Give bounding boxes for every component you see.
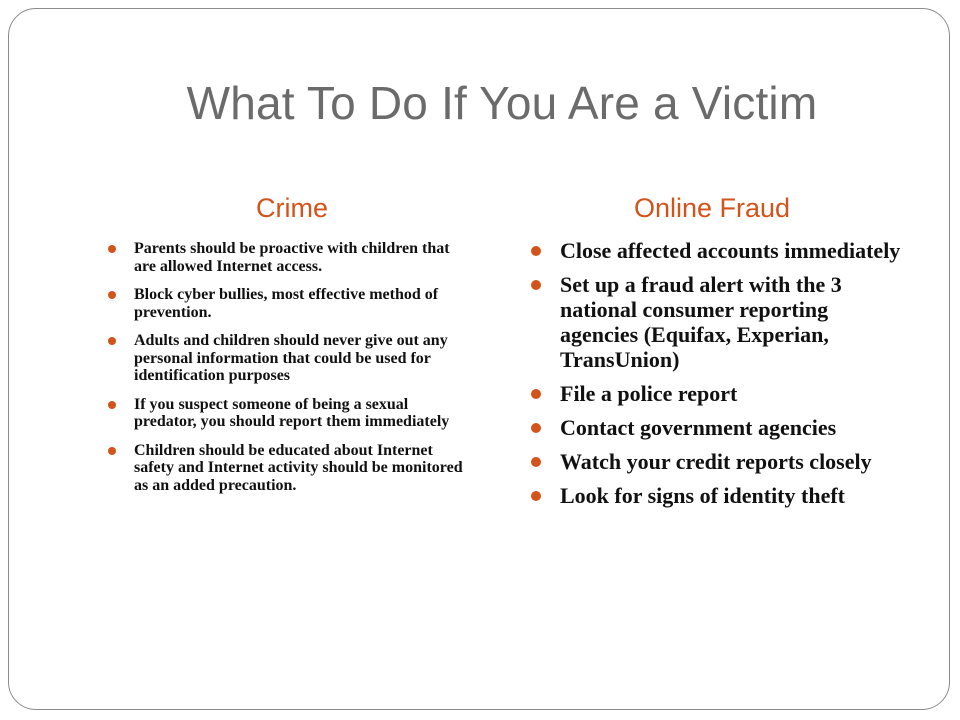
list-item-text: Set up a fraud alert with the 3 national consumer reporting agencies (Equifax, Experian, TransUnion) — [560, 272, 842, 372]
online-fraud-bullet-list — [528, 238, 908, 517]
list-item — [104, 332, 464, 385]
bullet-icon — [531, 280, 541, 290]
list-item-text: Close affected accounts immediately — [560, 238, 901, 263]
list-item-text: Children should be educated about Internet safety and Internet activity should be monitored as an added precaution. — [134, 441, 463, 494]
bullet-icon — [531, 491, 541, 501]
list-item — [528, 381, 908, 406]
list-item — [104, 286, 464, 321]
list-item-text: Parents should be proactive with children that are allowed Internet access. — [134, 240, 450, 275]
bullet-icon — [531, 457, 541, 467]
list-item — [528, 483, 908, 508]
list-item — [104, 396, 464, 431]
online-fraud-heading: Online Fraud — [633, 193, 791, 223]
crime-bullet-list — [104, 240, 464, 505]
bullet-icon — [531, 389, 541, 399]
bullet-icon — [531, 246, 541, 256]
bullet-icon — [108, 245, 116, 253]
list-item — [104, 442, 464, 495]
list-item-text: File a police report — [560, 381, 738, 406]
list-item — [528, 415, 908, 440]
list-item-text: Adults and children should never give out any personal information that could be used for identification purposes — [134, 332, 448, 384]
list-item-text: Contact government agencies — [560, 415, 837, 440]
bullet-icon — [531, 423, 541, 433]
list-item — [528, 449, 908, 474]
bullet-icon — [108, 401, 116, 409]
list-item — [528, 238, 908, 263]
crime-heading: Crime — [256, 193, 328, 223]
list-item — [104, 240, 464, 275]
list-item-text: Watch your credit reports closely — [560, 449, 872, 474]
bullet-icon — [108, 291, 116, 299]
list-item-text: Block cyber bullies, most effective method of prevention. — [134, 286, 439, 321]
slide-title: What To Do If You Are a Victim — [186, 77, 818, 129]
list-item-text: Look for signs of identity theft — [560, 483, 845, 508]
list-item — [528, 272, 908, 372]
list-item-text: If you suspect someone of being a sexual predator, you should report them immediately — [134, 395, 450, 430]
bullet-icon — [108, 447, 116, 455]
bullet-icon — [108, 337, 116, 345]
